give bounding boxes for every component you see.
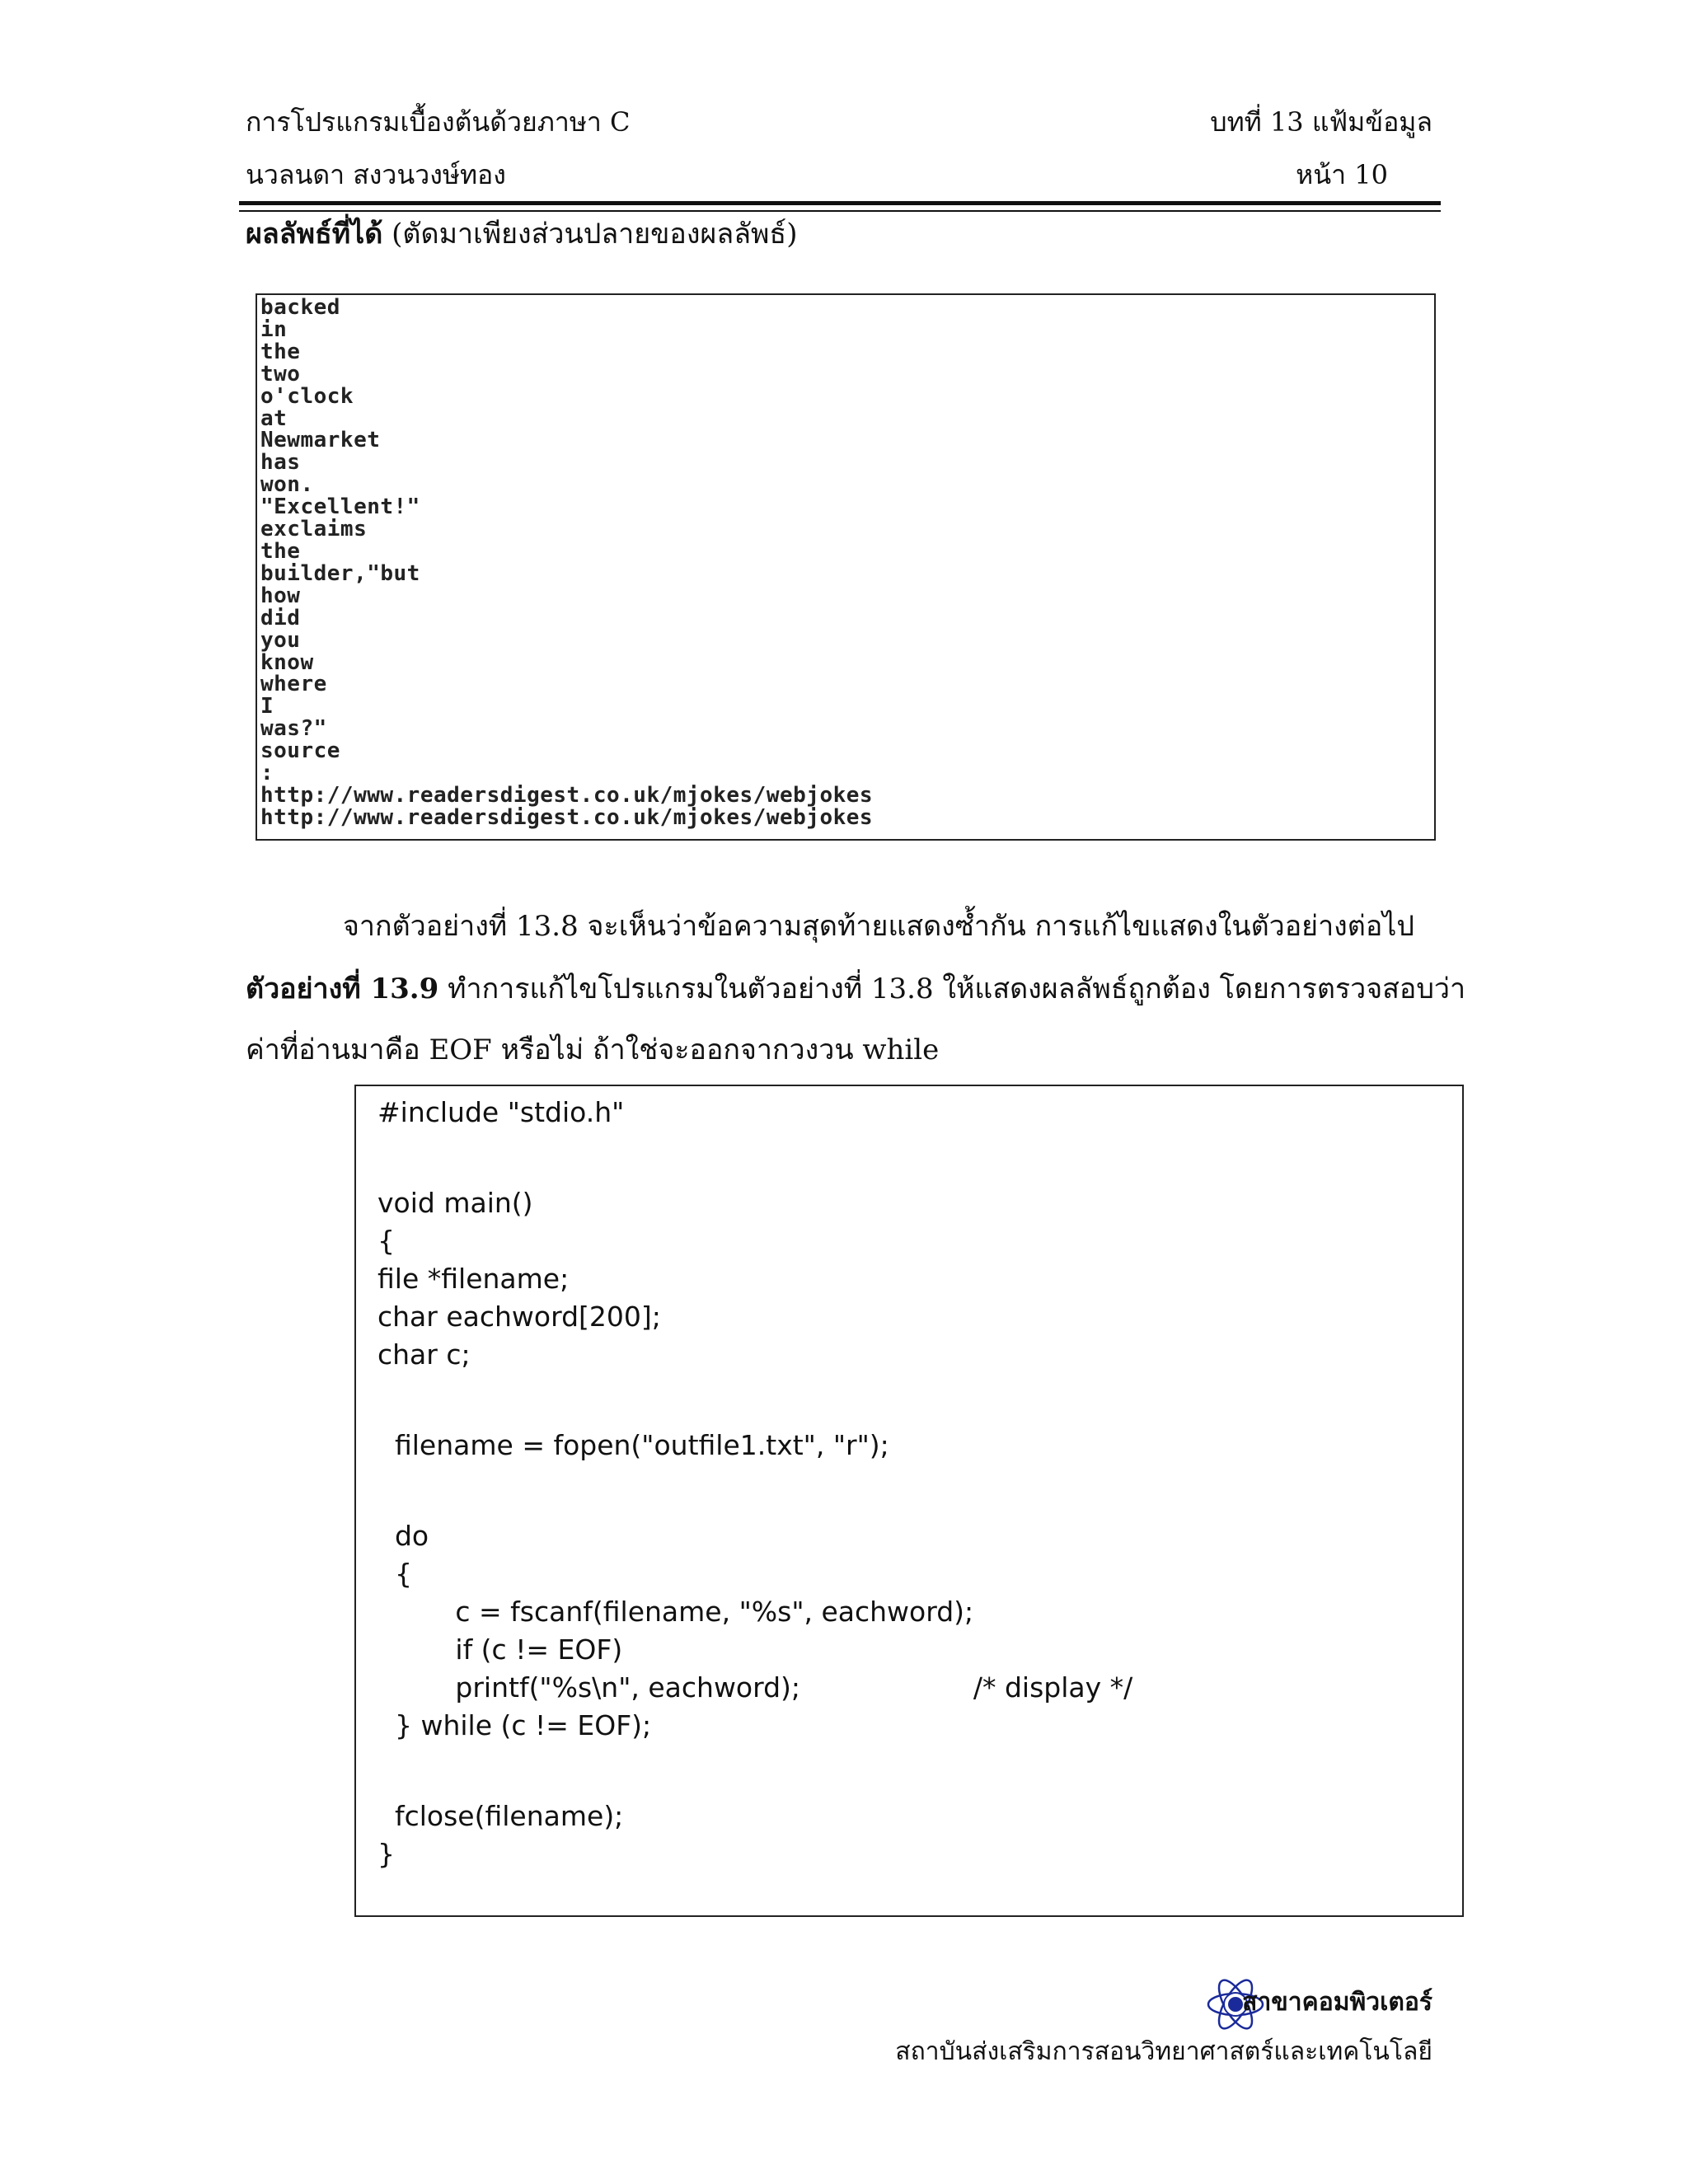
- console-line: source: [260, 738, 340, 764]
- footer-institute: สถาบันส่งเสริมการสอนวิทยาศาสตร์และเทคโนโลยี: [895, 2037, 1432, 2066]
- page-number: หน้า 10: [1296, 159, 1388, 190]
- console-line: exclaims: [260, 517, 368, 542]
- console-line: how: [260, 583, 301, 608]
- console-line: did: [260, 605, 301, 630]
- code-line: do: [377, 1520, 429, 1552]
- code-line: } while (c != EOF);: [377, 1709, 652, 1741]
- console-output-box: [256, 293, 1436, 841]
- code-line: c = fscanf(filename, "%s", eachword);: [377, 1596, 974, 1628]
- code-line: file *filename;: [377, 1263, 570, 1295]
- footer-department: สาขาคอมพิวเตอร์: [1242, 1988, 1432, 2017]
- code-listing-box: [354, 1085, 1464, 1917]
- code-line: {: [377, 1225, 395, 1257]
- console-line: Newmarket: [260, 428, 381, 453]
- header-divider-thick: [239, 201, 1441, 205]
- code-line: printf("%s\n", eachword); /* display */: [377, 1671, 1133, 1704]
- code-line: char eachword[200];: [377, 1301, 661, 1333]
- console-line: http://www.readersdigest.co.uk/mjokes/webjokes: [260, 782, 874, 808]
- code-line: fclose(filename);: [377, 1800, 624, 1832]
- code-line: }: [377, 1838, 395, 1870]
- console-line: where: [260, 672, 327, 697]
- console-line: o'clock: [260, 383, 354, 409]
- result-caption-note: (ตัดมาเพียงส่วนปลายของผลลัพธ์): [382, 218, 798, 251]
- result-caption-bold: ผลลัพธ์ที่ได้: [246, 218, 383, 251]
- console-line: at: [260, 405, 288, 431]
- paragraph-example-continued: ค่าที่อ่านมาคือ EOF หรือไม่ ถ้าใช่จะออกจากวงวน while: [246, 1033, 940, 1066]
- console-line: backed: [260, 295, 340, 320]
- course-title: การโปรแกรมเบื้องต้นด้วยภาษา C: [246, 106, 631, 138]
- console-line: know: [260, 649, 314, 675]
- header-left: [246, 105, 631, 191]
- console-line: you: [260, 627, 301, 653]
- console-line: in: [260, 316, 288, 342]
- code-line: #include "stdio.h": [377, 1096, 625, 1128]
- console-line: two: [260, 361, 301, 387]
- paragraph-example-heading: [246, 971, 1466, 1007]
- code-line: void main(): [377, 1187, 533, 1219]
- header-divider-thin: [239, 210, 1441, 212]
- code-line: filename = fopen("outfile1.txt", "r");: [377, 1429, 889, 1461]
- console-line: the: [260, 538, 301, 564]
- code-line: char c;: [377, 1338, 471, 1371]
- console-line: "Excellent!": [260, 494, 420, 520]
- header-right: [1210, 105, 1432, 191]
- console-line: was?": [260, 716, 327, 742]
- console-line: has: [260, 450, 301, 476]
- console-line: :: [260, 761, 274, 786]
- console-line: http://www.readersdigest.co.uk/mjokes/webjokes: [260, 804, 874, 830]
- chapter-title: บทที่ 13 แฟ้มข้อมูล: [1210, 106, 1432, 138]
- example-label: ตัวอย่างที่ 13.9: [246, 972, 439, 1005]
- console-line: won.: [260, 472, 314, 498]
- author-name: นวลนดา สงวนวงษ์ทอง: [246, 159, 506, 190]
- console-line: builder,"but: [260, 560, 420, 586]
- console-line: the: [260, 339, 301, 364]
- example-description: ทำการแก้ไขโปรแกรมในตัวอย่างที่ 13.8 ให้แสดงผลลัพธ์ถูกต้อง โดยการตรวจสอบว่า: [438, 972, 1466, 1005]
- code-line: {: [377, 1558, 412, 1590]
- code-line: if (c != EOF): [377, 1633, 623, 1666]
- console-line: I: [260, 694, 274, 719]
- result-caption: [246, 216, 797, 252]
- paragraph-explanation: จากตัวอย่างที่ 13.8 จะเห็นว่าข้อความสุดท้ายแสดงซ้ำกัน การแก้ไขแสดงในตัวอย่างต่อไป: [343, 910, 1414, 943]
